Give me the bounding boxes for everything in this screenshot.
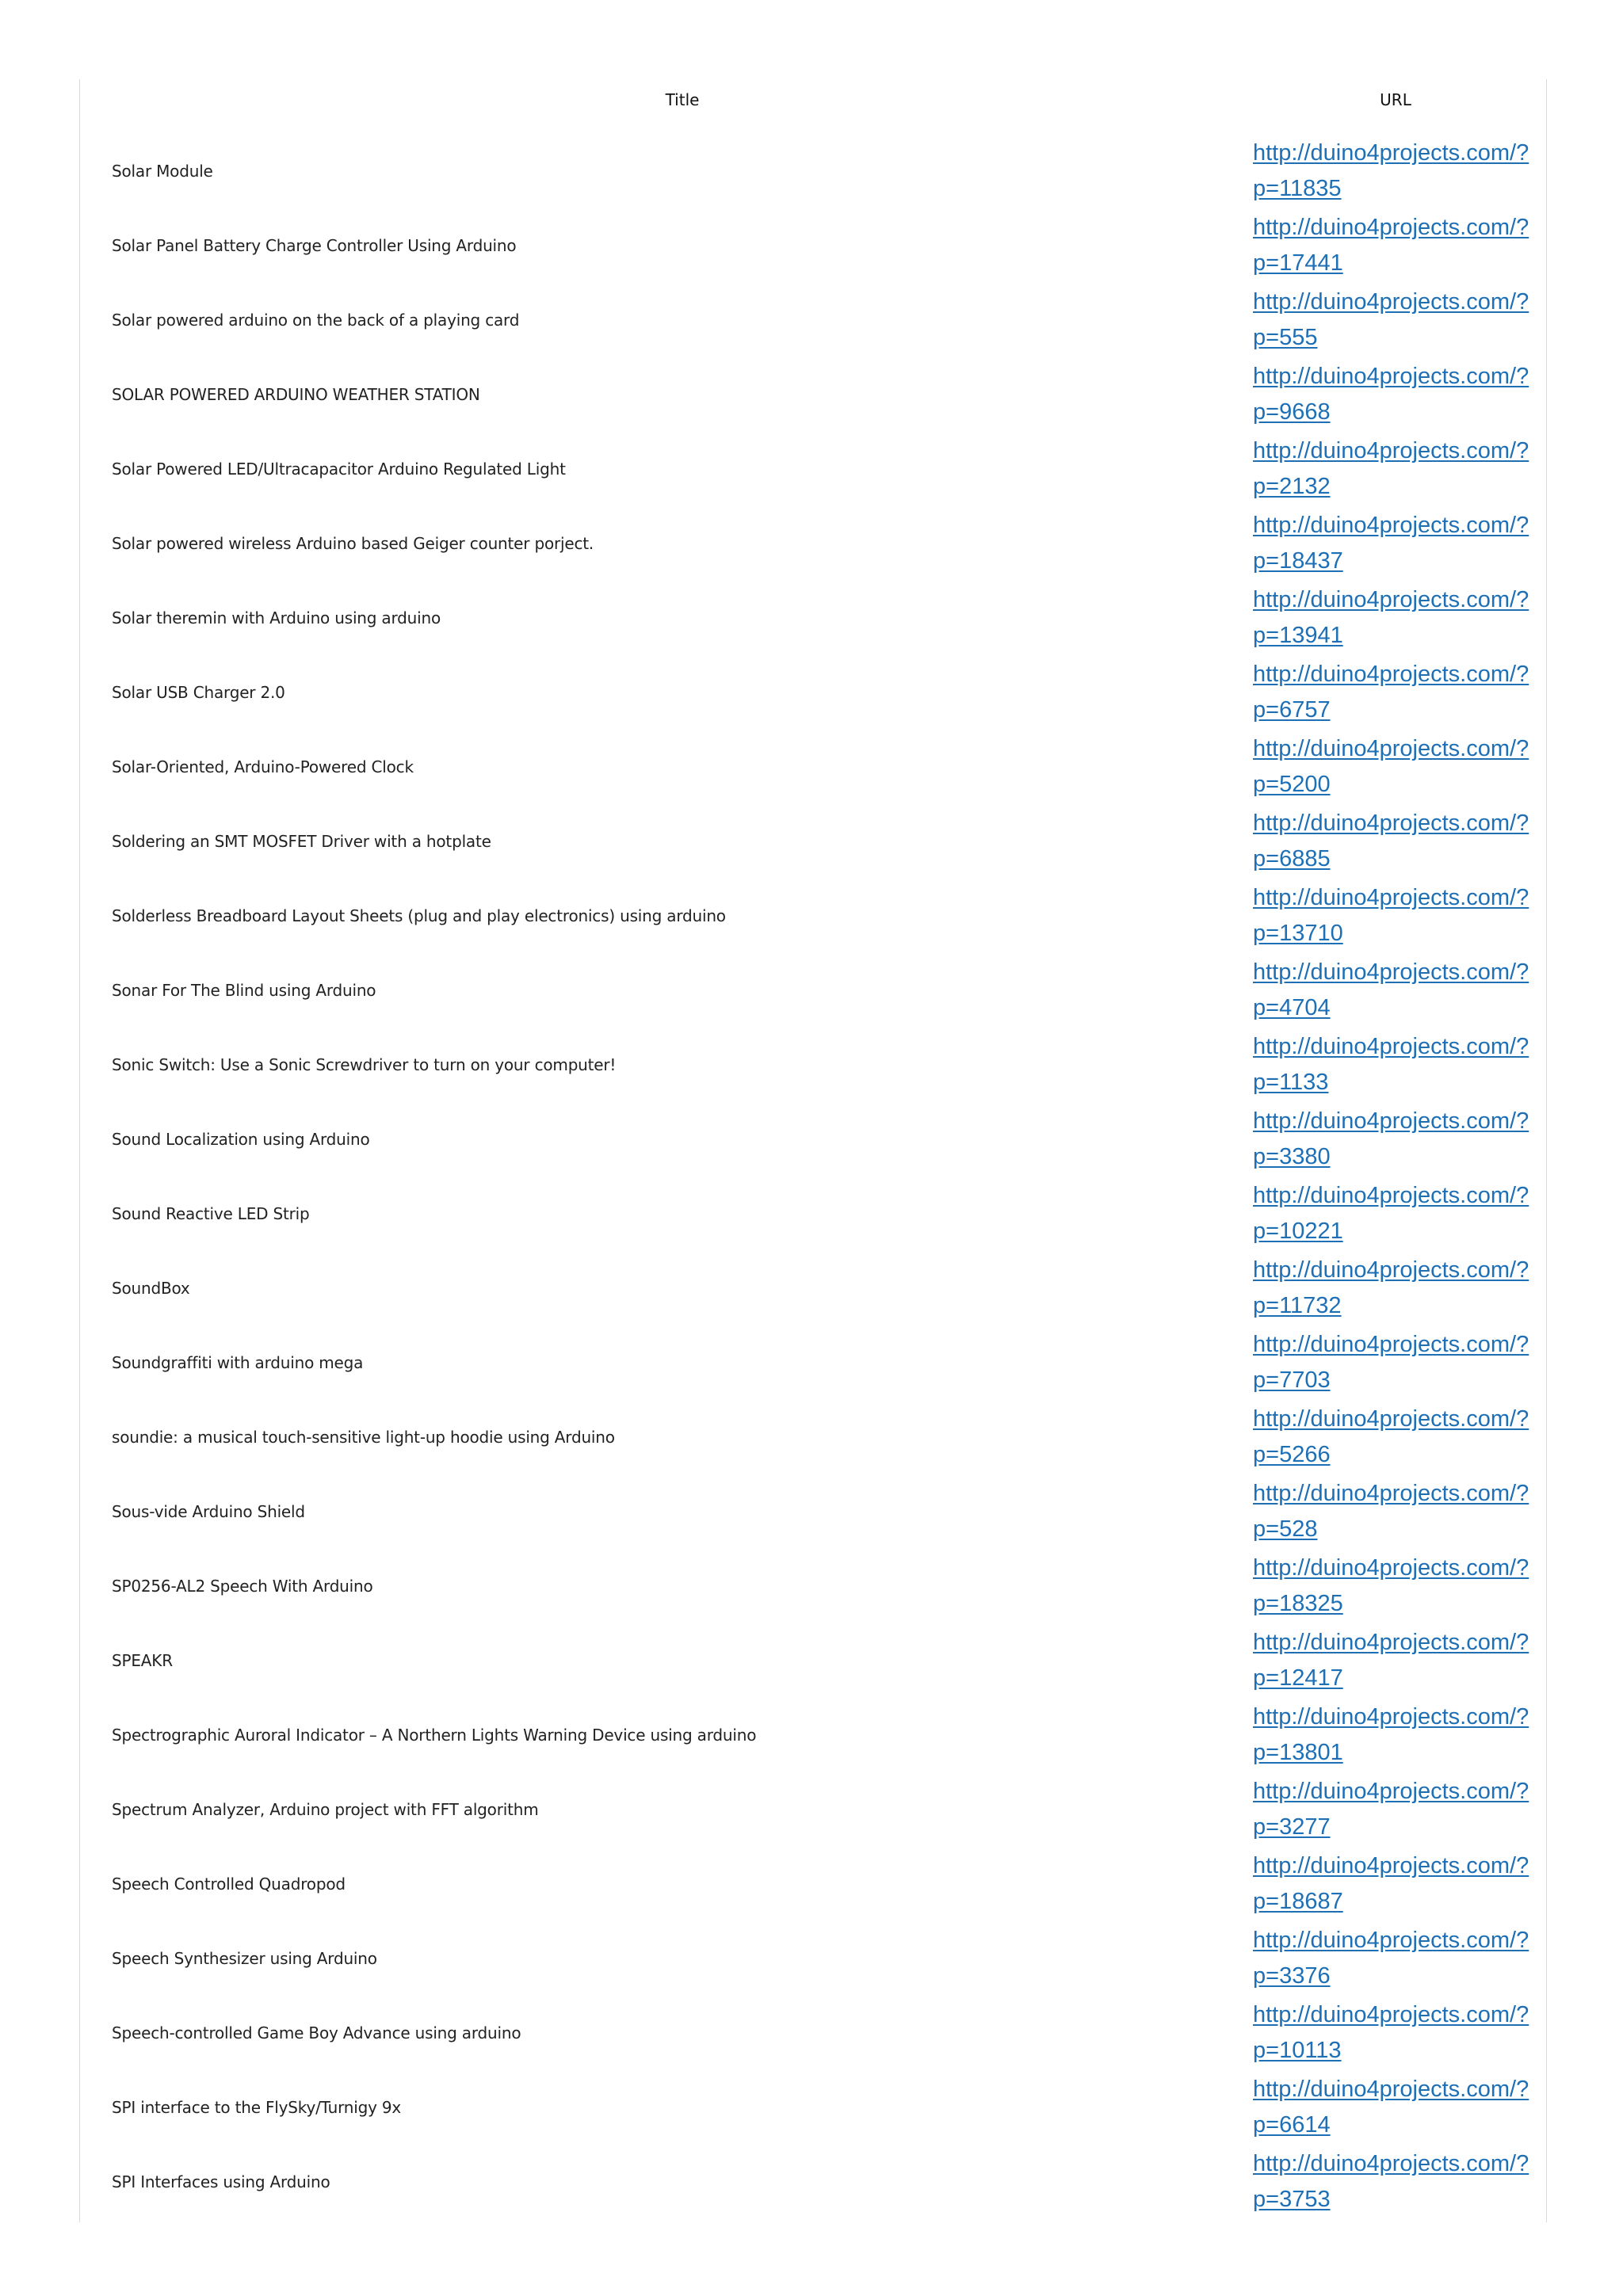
project-url-link[interactable] [1253,1699,1530,1771]
project-url-line2: p=18687 [1253,1889,1343,1914]
project-title-cell: Sonar For The Blind using Arduino [112,981,376,1000]
project-title-cell: SoundBox [112,1279,190,1298]
table-row [112,357,1538,432]
project-url-link[interactable] [1253,1476,1530,1547]
project-url-cell [1253,730,1538,804]
project-url-line1: http://duino4projects.com/? [1253,2002,1529,2027]
project-url-line2: p=528 [1253,1516,1318,1542]
project-url-line2: p=6757 [1253,697,1331,723]
project-url-link[interactable] [1253,955,1530,1026]
project-title-cell: Sound Reactive LED Strip [112,1204,310,1223]
project-url-link[interactable] [1253,731,1530,803]
project-url-line2: p=6885 [1253,846,1331,871]
table-row [112,134,1538,208]
project-url-line1: http://duino4projects.com/? [1253,587,1529,612]
project-url-cell [1253,1325,1538,1400]
project-title-cell: SPI interface to the FlySky/Turnigy 9x [112,2098,402,2117]
project-url-cell [1253,1400,1538,1474]
project-url-link[interactable] [1253,1402,1530,1473]
project-url-line1: http://duino4projects.com/? [1253,289,1529,315]
project-url-cell [1253,1177,1538,1251]
project-url-cell [1253,953,1538,1028]
project-url-line2: p=13941 [1253,623,1343,648]
project-url-cell [1253,1847,1538,1921]
project-url-line1: http://duino4projects.com/? [1253,364,1529,389]
table-row [112,1102,1538,1177]
table-row [112,1474,1538,1549]
project-url-line2: p=3277 [1253,1814,1331,1840]
project-url-link[interactable] [1253,1327,1530,1398]
project-url-line2: p=11732 [1253,1293,1342,1318]
table-row [112,1996,1538,2070]
table-row [112,208,1538,283]
project-url-link[interactable] [1253,1848,1530,1920]
project-url-link[interactable] [1253,1774,1530,1845]
project-url-line2: p=13801 [1253,1740,1343,1765]
project-url-line2: p=18325 [1253,1591,1343,1616]
table-row [112,1698,1538,1772]
project-url-line1: http://duino4projects.com/? [1253,1034,1529,1059]
project-title-cell: Solderless Breadboard Layout Sheets (plug and play electronics) using arduino [112,906,726,925]
project-url-line2: p=2132 [1253,474,1331,499]
project-url-line1: http://duino4projects.com/? [1253,1257,1529,1283]
project-url-line2: p=18437 [1253,548,1343,574]
project-url-cell [1253,283,1538,357]
project-url-line1: http://duino4projects.com/? [1253,2151,1529,2176]
project-url-link[interactable] [1253,1178,1530,1249]
table-row [112,1847,1538,1921]
document-frame [79,79,1547,2222]
project-title-cell: SPI Interfaces using Arduino [112,2172,330,2191]
project-url-cell [1253,581,1538,655]
project-url-line2: p=10221 [1253,1219,1343,1244]
table-row [112,1921,1538,1996]
project-title-cell: Sonic Switch: Use a Sonic Screwdriver to turn on your computer! [112,1055,617,1074]
project-title-cell: Sound Localization using Arduino [112,1130,370,1149]
project-url-link[interactable] [1253,1253,1530,1324]
project-url-cell [1253,1698,1538,1772]
project-url-cell [1253,1996,1538,2070]
project-url-cell [1253,2145,1538,2219]
project-title-cell: Solar powered wireless Arduino based Geiger counter porject. [112,534,594,553]
table-row [112,879,1538,953]
table-row [112,1177,1538,1251]
table-row [112,1028,1538,1102]
project-url-link[interactable] [1253,1625,1530,1696]
project-url-line2: p=10113 [1253,2038,1342,2063]
project-url-link[interactable] [1253,508,1530,579]
table-row [112,655,1538,730]
table-row [112,1549,1538,1623]
project-url-line2: p=4704 [1253,995,1331,1020]
project-url-cell [1253,1549,1538,1623]
project-url-line1: http://duino4projects.com/? [1253,810,1529,836]
project-url-line1: http://duino4projects.com/? [1253,140,1529,166]
project-url-link[interactable] [1253,210,1530,281]
project-url-line2: p=13710 [1253,921,1343,946]
table-row [112,1623,1538,1698]
table-row [112,1251,1538,1325]
project-url-link[interactable] [1253,1997,1530,2069]
table-row [112,283,1538,357]
project-title-cell: Sous-vide Arduino Shield [112,1502,305,1521]
project-url-cell [1253,357,1538,432]
project-url-cell [1253,879,1538,953]
project-title-cell: Spectrographic Auroral Indicator – A Northern Lights Warning Device using arduino [112,1726,757,1745]
project-url-line1: http://duino4projects.com/? [1253,1704,1529,1730]
project-url-cell [1253,1251,1538,1325]
project-url-link[interactable] [1253,284,1530,356]
project-title-cell: Solar powered arduino on the back of a playing card [112,311,520,330]
project-url-cell [1253,134,1538,208]
project-url-link[interactable] [1253,1923,1530,1994]
table-row [112,506,1538,581]
project-url-line2: p=9668 [1253,399,1331,425]
table-row [112,804,1538,879]
project-url-link[interactable] [1253,880,1530,952]
project-url-cell [1253,655,1538,730]
table-row [112,730,1538,804]
project-url-link[interactable] [1253,657,1530,728]
project-url-line2: p=17441 [1253,250,1343,276]
project-url-line1: http://duino4projects.com/? [1253,736,1529,761]
table-row [112,1772,1538,1847]
table-row [112,2145,1538,2219]
project-url-link[interactable] [1253,806,1530,877]
project-url-cell [1253,506,1538,581]
project-title-cell: Speech Controlled Quadropod [112,1875,346,1894]
project-url-line1: http://duino4projects.com/? [1253,1332,1529,1357]
project-url-cell [1253,1102,1538,1177]
project-url-line2: p=11835 [1253,176,1342,201]
project-url-cell [1253,2070,1538,2145]
project-url-line2: p=3753 [1253,2187,1331,2212]
table-header-row [112,79,1538,134]
project-url-cell [1253,1772,1538,1847]
project-title-cell: Solar USB Charger 2.0 [112,683,285,702]
project-url-link[interactable] [1253,433,1530,505]
project-title-cell: SPEAKR [112,1651,173,1670]
project-url-link[interactable] [1253,135,1530,207]
project-url-link[interactable] [1253,1029,1530,1100]
project-title-cell: Soundgraffiti with arduino mega [112,1353,364,1372]
table-row [112,2070,1538,2145]
project-url-line1: http://duino4projects.com/? [1253,2077,1529,2102]
project-url-cell [1253,1028,1538,1102]
project-title-cell: SOLAR POWERED ARDUINO WEATHER STATION [112,385,480,404]
table-row [112,953,1538,1028]
project-url-line1: http://duino4projects.com/? [1253,1183,1529,1208]
project-url-line2: p=555 [1253,325,1318,350]
project-url-line2: p=1133 [1253,1070,1329,1095]
project-title-cell: Speech Synthesizer using Arduino [112,1949,377,1968]
project-title-cell: Solar Powered LED/Ultracapacitor Arduino Regulated Light [112,460,566,479]
project-url-cell [1253,804,1538,879]
project-url-link[interactable] [1253,2146,1530,2218]
project-url-line2: p=5200 [1253,772,1331,797]
project-title-cell: Solar Panel Battery Charge Controller Using Arduino [112,236,517,255]
project-url-line1: http://duino4projects.com/? [1253,513,1529,538]
table-row [112,432,1538,506]
project-url-link[interactable] [1253,2072,1530,2143]
project-url-link[interactable] [1253,582,1530,654]
projects-table [112,79,1538,2219]
project-url-line1: http://duino4projects.com/? [1253,1779,1529,1804]
table-row [112,1325,1538,1400]
project-url-cell [1253,1474,1538,1549]
project-url-line1: http://duino4projects.com/? [1253,438,1529,463]
project-title-cell: Speech-controlled Game Boy Advance using arduino [112,2023,521,2042]
project-title-cell: SP0256-AL2 Speech With Arduino [112,1577,373,1596]
project-url-line1: http://duino4projects.com/? [1253,959,1529,985]
project-url-line1: http://duino4projects.com/? [1253,1928,1529,1953]
project-url-line1: http://duino4projects.com/? [1253,1481,1529,1506]
project-url-line1: http://duino4projects.com/? [1253,215,1529,240]
project-url-line2: p=3380 [1253,1144,1331,1169]
column-header-url: URL [1380,90,1411,109]
project-title-cell: Spectrum Analyzer, Arduino project with FFT algorithm [112,1800,539,1819]
column-header-title: Title [665,90,700,109]
project-url-link[interactable] [1253,359,1530,430]
project-url-line2: p=6614 [1253,2112,1331,2138]
project-url-cell [1253,432,1538,506]
project-url-line1: http://duino4projects.com/? [1253,1853,1529,1878]
project-url-line1: http://duino4projects.com/? [1253,1108,1529,1134]
project-url-line1: http://duino4projects.com/? [1253,1555,1529,1581]
project-title-cell: Soldering an SMT MOSFET Driver with a hotplate [112,832,491,851]
project-url-line1: http://duino4projects.com/? [1253,885,1529,910]
project-url-cell [1253,1921,1538,1996]
project-url-link[interactable] [1253,1550,1530,1622]
project-url-line1: http://duino4projects.com/? [1253,662,1529,687]
project-title-cell: Solar theremin with Arduino using arduino [112,608,441,627]
project-url-line1: http://duino4projects.com/? [1253,1406,1529,1432]
project-title-cell: soundie: a musical touch-sensitive light-up hoodie using Arduino [112,1428,615,1447]
project-title-cell: Solar Module [112,162,213,181]
project-url-cell [1253,1623,1538,1698]
project-title-cell: Solar-Oriented, Arduino-Powered Clock [112,757,414,776]
table-row [112,1400,1538,1474]
project-url-line2: p=12417 [1253,1665,1343,1691]
project-url-line2: p=5266 [1253,1442,1331,1467]
project-url-line1: http://duino4projects.com/? [1253,1630,1529,1655]
project-url-cell [1253,208,1538,283]
table-row [112,581,1538,655]
table-body [112,134,1538,2219]
project-url-line2: p=3376 [1253,1963,1331,1989]
project-url-link[interactable] [1253,1104,1530,1175]
project-url-line2: p=7703 [1253,1367,1331,1393]
